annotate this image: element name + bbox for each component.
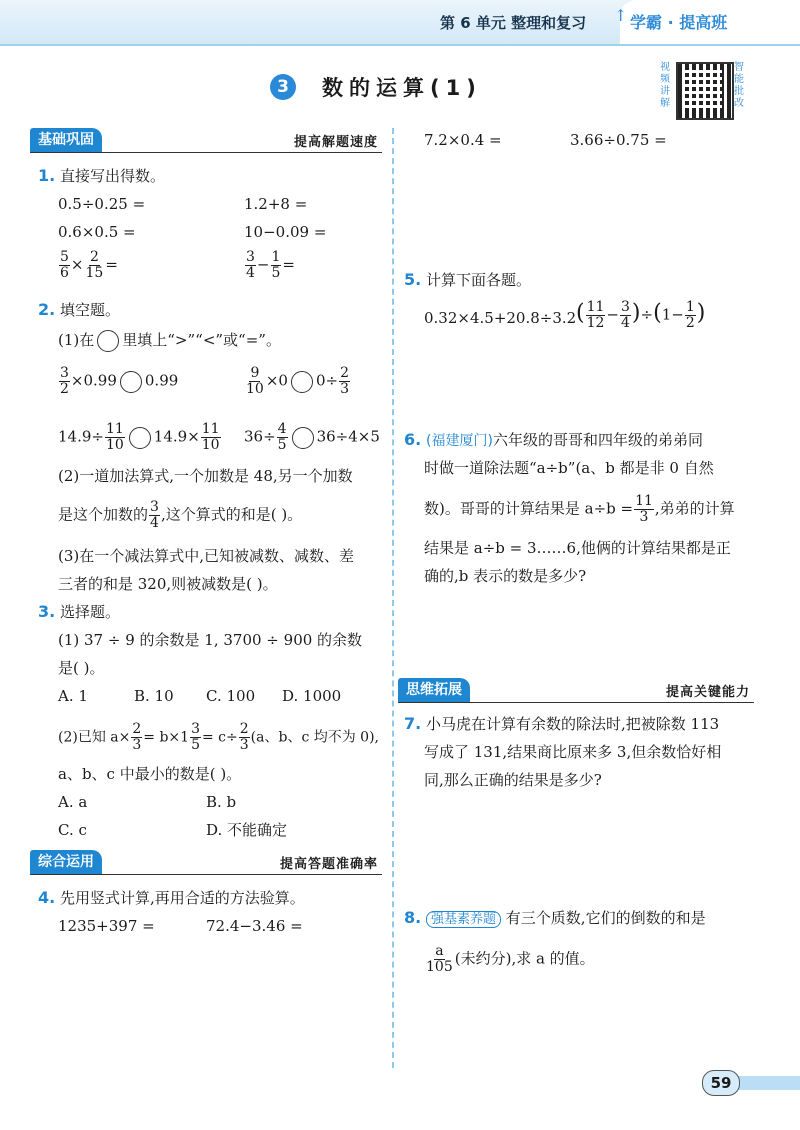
q4-d: 3.66÷0.75 = xyxy=(570,131,667,149)
answer-circle[interactable] xyxy=(292,427,314,449)
qr-pattern xyxy=(684,70,722,108)
q6-line1: 6. (福建厦门)六年级的哥哥和四年级的弟弟同 xyxy=(404,430,703,449)
section-subtitle: 提高答题准确率 xyxy=(279,857,378,872)
arrow-up-icon: ↑ xyxy=(614,6,628,25)
region-tag: (福建厦门) xyxy=(426,433,493,449)
qr-right-label: 智能批改 xyxy=(734,62,744,109)
q4-a: 1235+397 = xyxy=(58,917,155,935)
question-number: 5 xyxy=(404,270,416,289)
q3-p2-line2: a、b、c 中最小的数是( )。 xyxy=(58,765,242,783)
quality-tag: 强基素养题 xyxy=(426,911,501,928)
q2-r1b: $\frac{9}{10}$ ×0 0÷ $\frac{2}{3}$ xyxy=(246,365,349,397)
answer-circle[interactable] xyxy=(97,330,119,352)
answer-circle[interactable] xyxy=(129,427,151,449)
page-number: 59 xyxy=(702,1070,740,1096)
q6-line5: 确的,b 表示的数是多少? xyxy=(424,567,587,585)
q1-c: 0.6×0.5 = xyxy=(58,223,136,241)
q1-d: 10−0.09 = xyxy=(244,223,327,241)
page-title: 数的运算(1) xyxy=(322,76,482,100)
q4-c: 7.2×0.4 = xyxy=(424,131,502,149)
qr-left-label: 视频讲解 xyxy=(660,62,670,109)
question-text: 直接写出得数。 xyxy=(60,167,166,185)
question-number: 2 xyxy=(38,300,50,319)
question-text: 先用竖式计算,再用合适的方法验算。 xyxy=(60,889,305,907)
q4-b: 72.4−3.46 = xyxy=(206,917,303,935)
q2-p3-line1: (3)在一个减法算式中,已知被减数、减数、差 xyxy=(58,547,355,565)
q3-title: 3. 选择题。 xyxy=(38,602,121,621)
q8-line1: 8. 强基素养题 有三个质数,它们的倒数的和是 xyxy=(404,908,706,927)
question-text: 填空题。 xyxy=(60,301,121,319)
q3-p2-opt-c[interactable]: C. c xyxy=(58,821,87,839)
q3-p1-opt-a[interactable]: A. 1 xyxy=(58,687,88,705)
q1-title: 1. 直接写出得数。 xyxy=(38,166,166,185)
q5-title: 5. 计算下面各题。 xyxy=(404,270,532,289)
q2-p1-intro: (1)在 里填上“>”“<”或“=”。 xyxy=(58,330,281,352)
question-number: 4 xyxy=(38,888,50,907)
q6-line3: 数)。哥哥的计算结果是 a÷b = $\frac{11}{3}$ ,弟弟的计算 xyxy=(424,493,735,525)
q4-title: 4. 先用竖式计算,再用合适的方法验算。 xyxy=(38,888,305,907)
q3-p1-line2: 是( )。 xyxy=(58,659,105,677)
brand-label: 学霸 · 提高班 xyxy=(630,13,728,32)
question-text: 计算下面各题。 xyxy=(426,271,532,289)
section-basic xyxy=(30,128,382,153)
q2-p3-line2: 三者的和是 320,则被减数是( )。 xyxy=(58,575,278,593)
section-tag: 基础巩固 xyxy=(30,128,102,152)
q7-line1: 7. 小马虎在计算有余数的除法时,把被除数 113 xyxy=(404,714,720,733)
column-divider xyxy=(392,128,394,1068)
answer-circle[interactable] xyxy=(291,371,313,393)
q7-line3: 同,那么正确的结果是多少? xyxy=(424,771,602,789)
page-header xyxy=(0,0,800,46)
question-number: 3 xyxy=(38,602,50,621)
answer-circle[interactable] xyxy=(120,371,142,393)
question-number: 6 xyxy=(404,430,416,449)
q2-r1a: $\frac{3}{2}$ ×0.99 0.99 xyxy=(60,365,179,397)
q7-line2: 写成了 131,结果商比原来多 3,但余数恰好相 xyxy=(424,743,722,761)
q5-b: ( $\frac{11}{12}$ − $\frac{3}{4}$ )÷(1− $\frac{1}{2}$ ) xyxy=(576,299,706,331)
q3-p2-opt-d[interactable]: D. 不能确定 xyxy=(206,821,288,839)
section-tag: 思维拓展 xyxy=(398,678,470,702)
section-subtitle: 提高关键能力 xyxy=(665,685,750,700)
q3-p2-opt-a[interactable]: A. a xyxy=(58,793,88,811)
q1-f: $\frac{3}{4}$ − $\frac{1}{5}$ = xyxy=(246,249,295,281)
q2-p2-line1: (2)一道加法算式,一个加数是 48,另一个加数 xyxy=(58,467,353,485)
q1-e: $\frac{5}{6}$ × $\frac{2}{15}$ = xyxy=(60,249,118,281)
q2-p2-line2: 是这个加数的 $\frac{3}{4}$ ,这个算式的和是( )。 xyxy=(58,499,303,531)
q2-title: 2. 填空题。 xyxy=(38,300,121,319)
q6-line4: 结果是 a÷b = 3……6,他俩的计算结果都是正 xyxy=(424,539,731,557)
section-applied xyxy=(30,850,382,875)
q2-r2a: 14.9÷ $\frac{11}{10}$ 14.9× $\frac{11}{10}$ xyxy=(58,421,220,453)
lesson-number: 3 xyxy=(270,74,296,100)
unit-label: 第 6 单元 整理和复习 xyxy=(440,14,587,32)
q2-r2b: 36÷ $\frac{4}{5}$ 36÷4×5 xyxy=(244,421,380,453)
question-number: 1 xyxy=(38,166,50,185)
q1-a: 0.5÷0.25 = xyxy=(58,195,146,213)
q3-p1-line1: (1) 37 ÷ 9 的余数是 1, 3700 ÷ 900 的余数 xyxy=(58,631,363,649)
q3-p1-opt-b[interactable]: B. 10 xyxy=(134,687,174,705)
question-number: 7 xyxy=(404,714,416,733)
section-thinking xyxy=(398,678,754,703)
q3-p2-line1: (2)已知 a× $\frac{2}{3}$ = b×1 $\frac{3}{5}$ = c÷ $\frac{2}{3}$ (a、b、c 均不为 0), xyxy=(58,721,380,753)
q1-b: 1.2+8 = xyxy=(244,195,308,213)
section-tag: 综合运用 xyxy=(30,850,102,874)
q3-p2-opt-b[interactable]: B. b xyxy=(206,793,237,811)
q3-p1-opt-d[interactable]: D. 1000 xyxy=(282,687,342,705)
q3-p1-opt-c[interactable]: C. 100 xyxy=(206,687,256,705)
q6-line2: 时做一道除法题“a÷b”(a、b 都是非 0 自然 xyxy=(424,459,714,477)
q8-line2: $\frac{a}{105}$ (未约分),求 a 的值。 xyxy=(426,943,595,975)
q5-a: 0.32×4.5+20.8÷3.2 xyxy=(424,309,577,327)
question-text: 选择题。 xyxy=(60,603,121,621)
question-number: 8 xyxy=(404,908,416,927)
section-subtitle: 提高解题速度 xyxy=(293,135,378,150)
page-number-bar xyxy=(738,1076,800,1090)
